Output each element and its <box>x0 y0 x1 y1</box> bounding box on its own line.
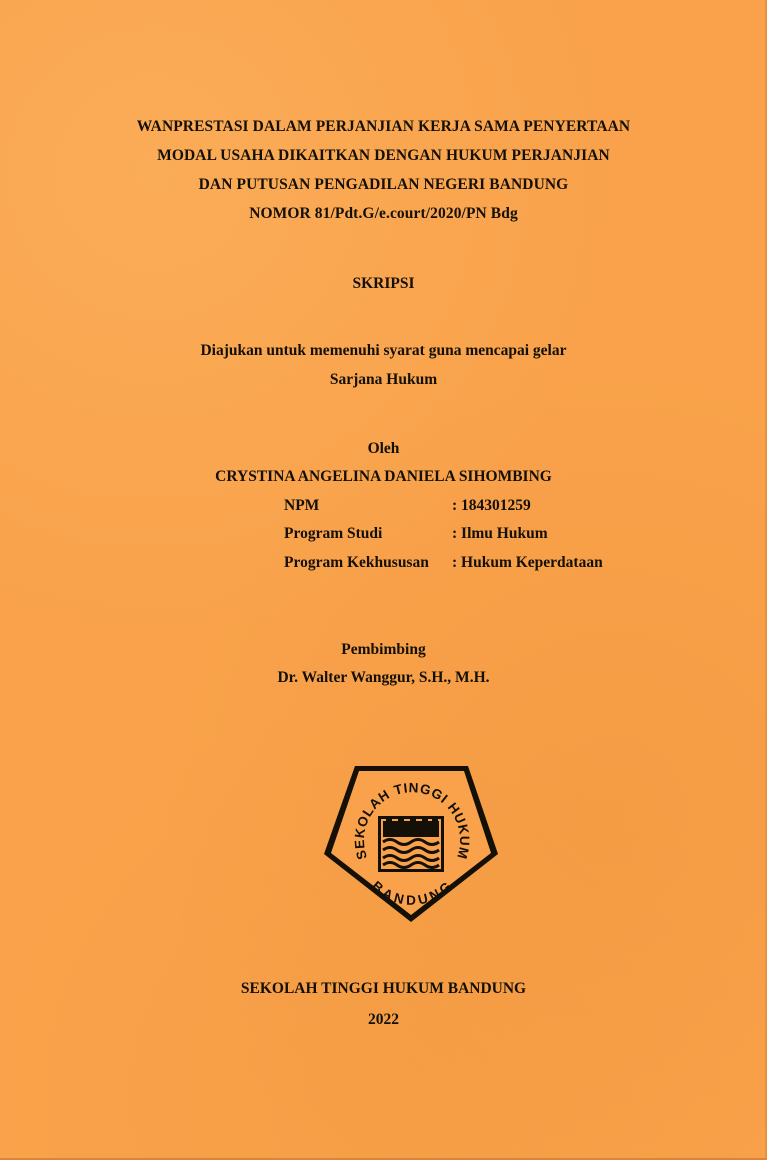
detail-row-npm <box>284 497 531 515</box>
detail-label: NPM <box>284 497 320 514</box>
detail-value: : Ilmu Hukum <box>452 525 548 542</box>
year: 2022 <box>368 1011 399 1028</box>
detail-row-program-studi <box>284 525 548 543</box>
seal-text-top: SEKOLAH TINGGI HUKUM <box>351 780 473 862</box>
title-line-4: NOMOR 81/Pdt.G/e.court/2020/PN Bdg <box>249 205 518 222</box>
title-line-1: WANPRESTASI DALAM PERJANJIAN KERJA SAMA PENYERTAAN <box>136 118 631 135</box>
title-line-2: MODAL USAHA DIKAITKAN DENGAN HUKUM PERJANJIAN <box>157 147 610 164</box>
institution-name: SEKOLAH TINGGI HUKUM BANDUNG <box>240 980 527 997</box>
detail-value: : Hukum Keperdataan <box>452 554 603 571</box>
by-label: Oleh <box>367 440 400 457</box>
seal-text-bottom: BANDUNG <box>369 878 455 908</box>
document-type: SKRIPSI <box>352 275 415 292</box>
detail-value: : 184301259 <box>452 497 531 514</box>
institution-seal-icon <box>322 758 500 926</box>
supervisor-label: Pembimbing <box>341 641 426 658</box>
title-line-3: DAN PUTUSAN PENGADILAN NEGERI BANDUNG <box>198 176 569 193</box>
detail-row-program-kekhususan <box>284 554 603 572</box>
detail-label: Program Kekhususan <box>284 554 429 571</box>
purpose-line-2: Sarjana Hukum <box>329 371 438 388</box>
purpose-line-1: Diajukan untuk memenuhi syarat guna mencapai gelar <box>200 342 567 359</box>
supervisor-name: Dr. Walter Wanggur, S.H., M.H. <box>277 669 490 686</box>
detail-label: Program Studi <box>284 525 383 542</box>
author-name: CRYSTINA ANGELINA DANIELA SIHOMBING <box>215 468 552 485</box>
seal-emblem <box>378 816 444 872</box>
